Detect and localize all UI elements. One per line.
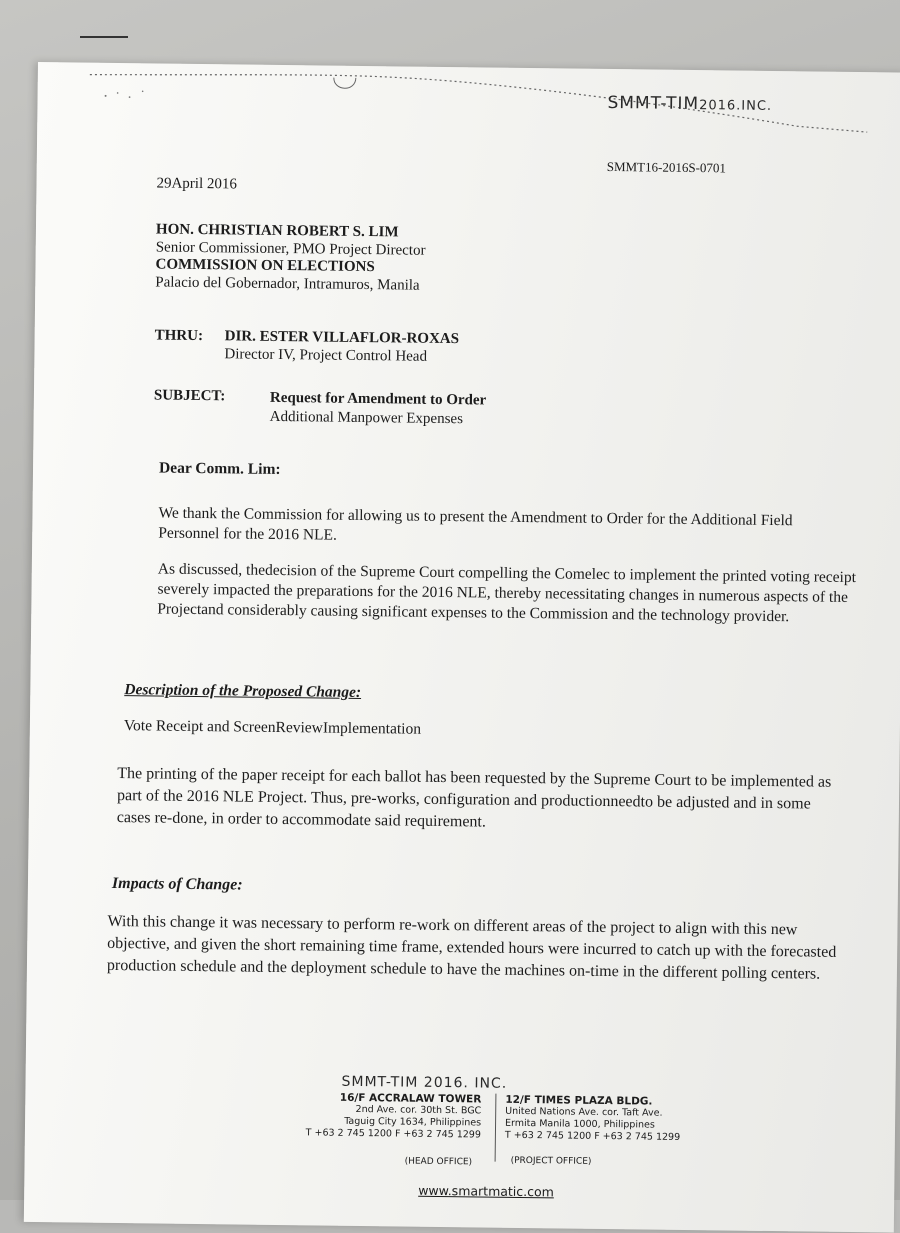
thru-label: THRU: (154, 327, 204, 345)
addressee-address: Palacio del Gobernador, Intramuros, Manila (155, 273, 420, 294)
addressee-organization: COMMISSION ON ELECTIONS (155, 256, 375, 276)
reference-number: SMMT16-2016S-0701 (606, 158, 727, 176)
pen-mark (80, 36, 128, 38)
project-office-title: 12/F TIMES PLAZA BLDG. (505, 1093, 653, 1108)
subject-label: SUBJECT: (153, 387, 226, 405)
paragraph-4: With this change it was necessary to perform re-work on different areas of the project to align with this new objective, and given the short remaining time frame, extended hours were incurred to catch up with the forecasted production schedule and the deployment schedule to have the machines on-time in the different polling centers. (106, 912, 837, 983)
project-office-line-1: United Nations Ave. cor. Taft Ave. (505, 1105, 663, 1119)
subject-line-2: Additional Manpower Expenses (269, 408, 464, 428)
paragraph-2: As discussed, thedecision of the Supreme Court compelling the Comelec to implement the printed voting receipt severely impacted the preparations for the 2016 NLE, thereby necessitating changes in numerous aspects of the Projectand considerably causing significant expenses to the Commission and the technology provider. (157, 560, 857, 626)
salutation: Dear Comm. Lim: (158, 459, 281, 478)
impacts-heading: Impacts of Change: (111, 874, 243, 894)
thru-block (224, 328, 459, 366)
paragraph-1: We thank the Commission for allowing us to present the Amendment to Order for the Additional Field Personnel for the 2016 NLE. (158, 504, 793, 544)
header-brand: SMMT-TIM2016.INC. (607, 92, 773, 115)
paragraph-3: The printing of the paper receipt for each ballot has been requested by the Supreme Court to be implemented as part of the 2016 NLE Project. Thus, pre-works, configuration and productionneedto be adjusted and in some cases re-done, in order to accommodate said requirement. (116, 765, 832, 831)
thru-title: Director IV, Project Control Head (224, 345, 428, 365)
project-office-tag: (PROJECT OFFICE) (510, 1155, 592, 1167)
letter-date: 29April 2016 (156, 175, 238, 193)
website-link[interactable]: www.smartmatic.com (418, 1182, 554, 1200)
project-office-line-2: Ermita Manila 1000, Philippines (505, 1117, 655, 1131)
subject-line-1: Request for Amendment to Order (269, 389, 487, 409)
description-heading: Description of the Proposed Change: (124, 681, 362, 701)
project-office-address (505, 1094, 681, 1144)
footer-brand: SMMT-TIM 2016. INC. (341, 1073, 508, 1092)
head-office-line-1: 2nd Ave. cor. 30th St. BGC (355, 1103, 482, 1117)
head-office-tag: (HEAD OFFICE) (404, 1156, 473, 1168)
thru-name: DIR. ESTER VILLAFLOR-ROXAS (224, 328, 460, 348)
head-office-line-3: T +63 2 745 1200 F +63 2 745 1299 (305, 1127, 481, 1141)
head-office-address (301, 1091, 482, 1141)
project-office-line-3: T +63 2 745 1200 F +63 2 745 1299 (504, 1129, 681, 1143)
subject-block (270, 389, 487, 430)
addressee-block (155, 221, 426, 294)
addressee-name: HON. CHRISTIAN ROBERT S. LIM (155, 221, 399, 241)
footer-divider (495, 1094, 497, 1162)
head-office-line-2: Taguig City 1634, Philippines (344, 1115, 482, 1129)
head-office-title: 16/F ACCRALAW TOWER (339, 1091, 482, 1106)
addressee-title: Senior Commissioner, PMO Project Director (155, 238, 426, 259)
description-item: Vote Receipt and ScreenReviewImplementation (123, 717, 422, 738)
letter-page (24, 62, 900, 1233)
